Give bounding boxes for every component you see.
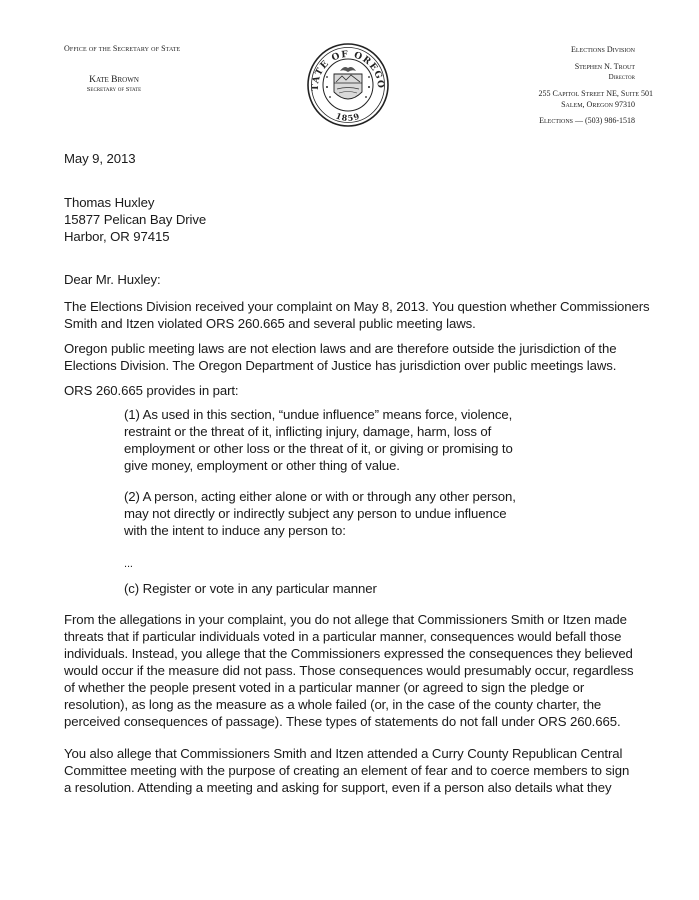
secretary-title: Secretary of State [86,86,142,93]
paragraph-4: From the allegations in your complaint, you do not allege that Commissioners Smith or Itzen made threats that if particular individuals voted in a particular manner, consequences would befall those individuals. Instead, you allege that the Commissioners expressed the consequences they believed would occur if the measure did not pass. Those consequences would presumably occur, regardless of whether the people present voted in a particular manner (or agreed to sign the pledge or resolution), as long as the measure as a whole failed (or, in the case of the county charter, the perceived consequences of passage). These types of statements do not fall under ORS 260.665. [64,612,634,729]
office-name: Office of the Secretary of State [64,44,181,53]
recipient-city: Harbor, OR 97415 [64,229,170,244]
seal-year: 1859 [334,110,362,123]
svg-text:1859 [334,110,361,122]
statute-ellipsis: ... [124,558,133,570]
statute-quote-1: (1) As used in this section, “undue influence” means force, violence, restraint or the threat of it, inflicting injury, damage, harm, loss of employment or other loss or the threat of it, or giving or promising to give money, employment or other thing of value. [124,407,513,473]
recipient-street: 15877 Pelican Bay Drive [64,212,207,227]
oregon-state-seal-icon [306,42,390,128]
letterhead-right [453,44,653,126]
salutation: Dear Mr. Huxley: [64,272,161,287]
street-address: 255 Capitol Street NE, Suite 501 [538,89,653,98]
elections-phone: Elections — (503) 986-1518 [539,116,635,125]
statute-quote-3: (c) Register or vote in any particular manner [124,581,377,596]
seal-top-text: TATE OF OREGO [310,49,386,92]
recipient-address [64,194,664,245]
recipient-name: Thomas Huxley [64,195,155,210]
paragraph-5: You also allege that Commissioners Smith and Itzen attended a Curry County Republican Central Committee meeting with the purpose of creating an element of fear and to coerce members to sign a resolution. Attending a meeting and asking for support, even if a person also details what they [64,746,630,795]
director-title: Director [608,73,635,81]
division-name: Elections Division [571,45,635,54]
director-name: Stephen N. Trout [574,62,635,71]
statute-quote-2: (2) A person, acting either alone or with or through any other person, may not directly or indirectly subject any person to undue influence with the intent to induce any person to: [124,489,516,538]
paragraph-3: ORS 260.665 provides in part: [64,383,239,398]
paragraph-2: Oregon public meeting laws are not election laws and are therefore outside the jurisdiction of the Elections Division. The Oregon Department of Justice has jurisdiction over public meetings laws. [64,341,617,373]
secretary-name: Kate Brown [89,75,139,85]
city-address: Salem, Oregon 97310 [561,100,635,109]
letter-date: May 9, 2013 [64,151,136,166]
paragraph-1: The Elections Division received your complaint on May 8, 2013. You question whether Commissioners Smith and Itzen violated ORS 260.665 and several public meeting laws. [64,299,650,331]
letterhead-left [64,44,234,93]
